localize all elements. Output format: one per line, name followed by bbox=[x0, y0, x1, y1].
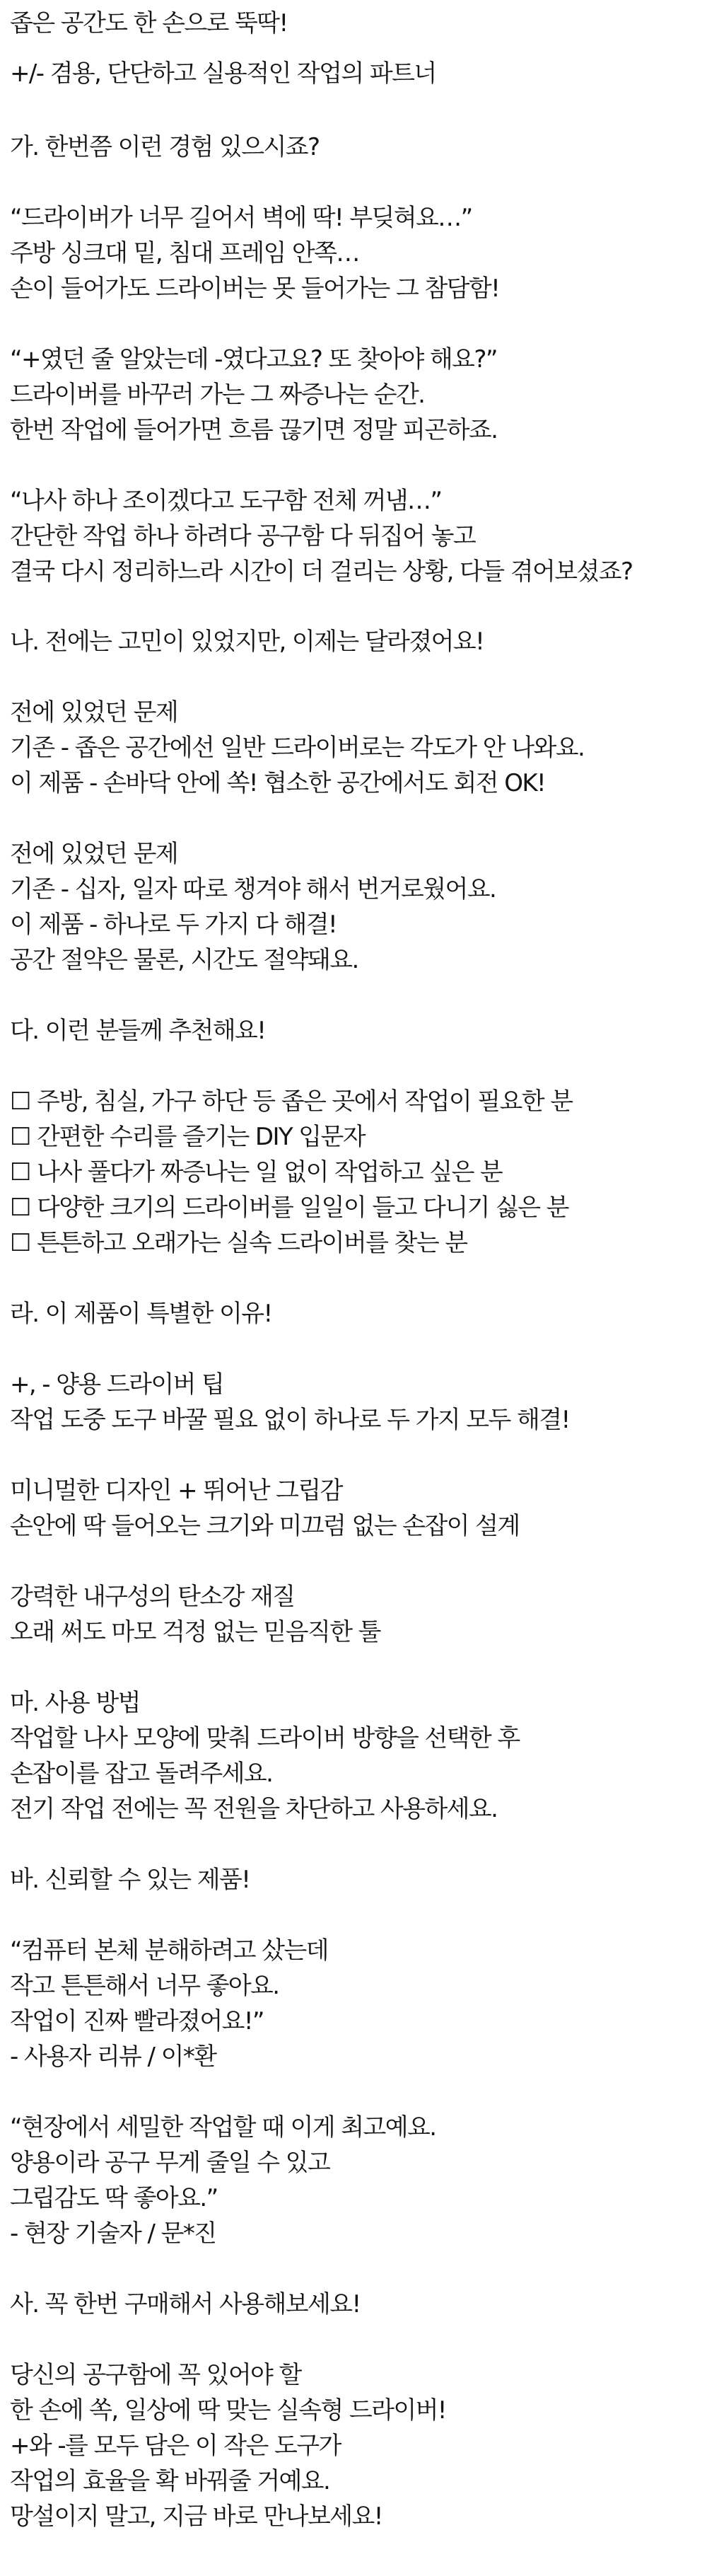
problem-quote-3: “나사 하나 조이겠다고 도구함 전체 꺼냄…” bbox=[10, 487, 442, 515]
comparison-label: 전에 있었던 문제 bbox=[10, 840, 178, 868]
subheadline: +/- 겸용, 단단하고 실용적인 작업의 파트너 bbox=[10, 59, 436, 88]
recommend-item: ☐ 나사 풀다가 짜증나는 일 없이 작업하고 싶은 분 bbox=[10, 1158, 503, 1186]
closing-line: 작업의 효율을 확 바꿔줄 거예요. bbox=[10, 2467, 330, 2495]
recommend-item: ☐ 다양한 크기의 드라이버를 일일이 들고 다니기 싫은 분 bbox=[10, 1194, 568, 1222]
feature-description: 작업 도중 도구 바꿀 필요 없이 하나로 두 가지 모두 해결! bbox=[10, 1406, 570, 1434]
review-text: “컴퓨터 본체 분해하려고 샀는데 bbox=[10, 1936, 328, 1965]
review-text: “현장에서 세밀한 작업할 때 이게 최고예요. bbox=[10, 2113, 436, 2142]
comparison-after: 이 제품 - 하나로 두 가지 다 해결! bbox=[10, 911, 337, 939]
section-e-heading: 마. 사용 방법 bbox=[10, 1689, 140, 1717]
closing-line: 망설이지 말고, 지금 바로 만나보세요! bbox=[10, 2502, 382, 2531]
review-text: 작업이 진짜 빨라졌어요!” bbox=[10, 2007, 264, 2035]
comparison-note: 공간 절약은 물론, 시간도 절약돼요. bbox=[10, 946, 358, 974]
recommend-item: ☐ 주방, 침실, 가구 하단 등 좁은 곳에서 작업이 필요한 분 bbox=[10, 1087, 573, 1116]
problem-detail-2: 드라이버를 바꾸러 가는 그 짜증나는 순간. bbox=[10, 381, 425, 409]
usage-step: 손잡이를 잡고 돌려주세요. bbox=[10, 1760, 273, 1788]
feature-title: 미니멀한 디자인 + 뛰어난 그립감 bbox=[10, 1477, 342, 1505]
review-author: - 현장 기술자 / 문*진 bbox=[10, 2219, 216, 2248]
feature-title: +, - 양용 드라이버 팁 bbox=[10, 1370, 224, 1399]
review-text: 작고 튼튼해서 너무 좋아요. bbox=[10, 1972, 279, 2000]
recommend-item: ☐ 튼튼하고 오래가는 실속 드라이버를 찾는 분 bbox=[10, 1229, 467, 1257]
problem-detail-3: 간단한 작업 하나 하려다 공구함 다 뒤집어 놓고 bbox=[10, 522, 476, 550]
section-a-heading: 가. 한번쯤 이런 경험 있으시죠? bbox=[10, 133, 320, 161]
recommend-item: ☐ 간편한 수리를 즐기는 DIY 입문자 bbox=[10, 1123, 366, 1151]
comparison-before: 기존 - 좁은 공간에선 일반 드라이버로는 각도가 안 나와요. bbox=[10, 734, 585, 762]
problem-quote-2: “+였던 줄 알았는데 -였다고요? 또 찾아야 해요?” bbox=[10, 345, 497, 374]
comparison-before: 기존 - 십자, 일자 따로 챙겨야 해서 번거로웠어요. bbox=[10, 875, 496, 903]
usage-step: 작업할 나사 모양에 맞춰 드라이버 방향을 선택한 후 bbox=[10, 1724, 520, 1752]
comparison-label: 전에 있었던 문제 bbox=[10, 698, 178, 727]
problem-detail-1: 손이 들어가도 드라이버는 못 들어가는 그 참담함! bbox=[10, 275, 500, 303]
comparison-after: 이 제품 - 손바닥 안에 쏙! 협소한 공간에서도 회전 OK! bbox=[10, 769, 546, 797]
feature-title: 강력한 내구성의 탄소강 재질 bbox=[10, 1583, 295, 1611]
closing-line: 당신의 공구함에 꼭 있어야 할 bbox=[10, 2361, 301, 2389]
review-text: 그립감도 딱 좋아요.” bbox=[10, 2184, 218, 2212]
feature-description: 오래 써도 마모 걱정 없는 믿음직한 툴 bbox=[10, 1618, 380, 1646]
problem-detail-1: 주방 싱크대 밑, 침대 프레임 안쪽… bbox=[10, 239, 359, 267]
section-f-heading: 바. 신뢰할 수 있는 제품! bbox=[10, 1866, 250, 1894]
closing-line: +와 -를 모두 담은 이 작은 도구가 bbox=[10, 2432, 341, 2460]
section-b-heading: 나. 전에는 고민이 있었지만, 이제는 달라졌어요! bbox=[10, 628, 484, 656]
problem-detail-2: 한번 작업에 들어가면 흐름 끊기면 정말 피곤하죠. bbox=[10, 416, 498, 444]
review-text: 양용이라 공구 무게 줄일 수 있고 bbox=[10, 2149, 330, 2177]
usage-caution: 전기 작업 전에는 꼭 전원을 차단하고 사용하세요. bbox=[10, 1795, 498, 1823]
feature-description: 손안에 딱 들어오는 크기와 미끄럼 없는 손잡이 설계 bbox=[10, 1512, 520, 1540]
section-g-heading: 사. 꼭 한번 구매해서 사용해보세요! bbox=[10, 2290, 361, 2318]
section-c-heading: 다. 이런 분들께 추천해요! bbox=[10, 1017, 266, 1045]
problem-quote-1: “드라이버가 너무 길어서 벽에 딱! 부딪혀요…” bbox=[10, 204, 472, 232]
review-author: - 사용자 리뷰 / 이*환 bbox=[10, 2043, 216, 2071]
closing-line: 한 손에 쏙, 일상에 딱 맞는 실속형 드라이버! bbox=[10, 2396, 446, 2425]
problem-detail-3: 결국 다시 정리하느라 시간이 더 걸리는 상황, 다들 겪어보셨죠? bbox=[10, 558, 633, 586]
headline: 좁은 공간도 한 손으로 뚝딱! bbox=[10, 9, 288, 37]
section-d-heading: 라. 이 제품이 특별한 이유! bbox=[10, 1300, 272, 1328]
